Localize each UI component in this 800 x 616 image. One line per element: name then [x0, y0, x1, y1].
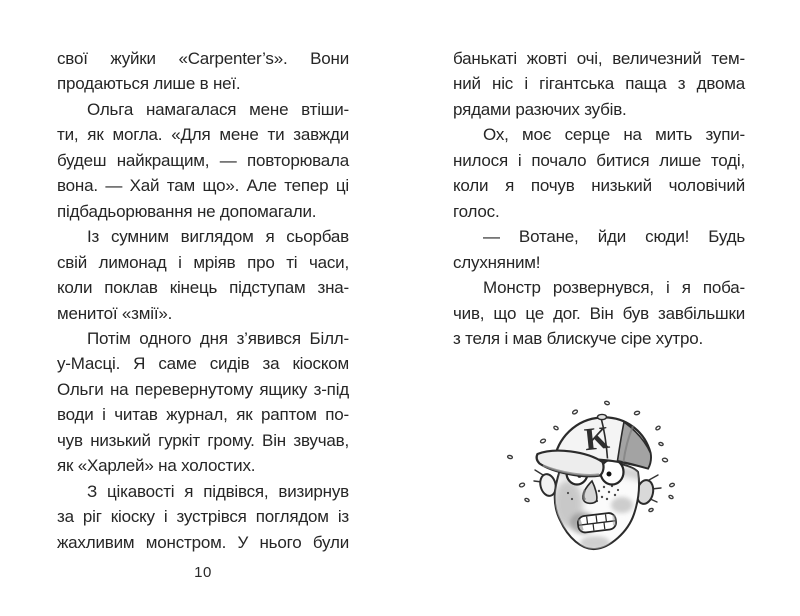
text-line: чив, що це дог. Він був завбільшки [453, 303, 745, 323]
right-page-text-column [453, 46, 745, 351]
text-line: менитої «змії». [57, 303, 173, 323]
cap-letter: K [582, 418, 612, 458]
text-line: як «Харлей» на холостих. [57, 456, 256, 476]
text-line: слухняним! [453, 252, 541, 272]
text-line: ний ніс і гігантська паща з двома [453, 74, 745, 94]
text-line: Потім одного дня з’явився Білл- [87, 328, 349, 348]
page-number: 10 [194, 564, 212, 581]
text-line: будеш найкращим, — повторювала [57, 150, 349, 170]
baseball-cap [537, 414, 651, 476]
text-line: продаються лише в неї. [57, 74, 241, 94]
text-line: Ольги на перевернутому ящику з-під [57, 379, 349, 399]
text-line: з теля і мав блискуче сіре хутро. [453, 328, 704, 348]
gritted-teeth-mouth [577, 512, 617, 533]
text-line: голос. [453, 201, 500, 221]
text-line: нилося і почало битися лише тоді, [453, 150, 745, 170]
text-line: — Вотане, йди сюди! Будь [483, 227, 745, 247]
text-line: Ох, моє серце на мить зупи- [483, 125, 745, 145]
text-line: З цікавості я підвівся, визирнув [87, 481, 349, 501]
text-line: коли я почув низький чоловічий [453, 176, 745, 196]
text-line: Ольга намагалася мене втіши- [87, 99, 349, 119]
text-line: води і читав журнал, як раптом по- [57, 405, 349, 425]
text-line: рядами разючих зубів. [453, 99, 627, 119]
text-line: Монстр розвернувся, і я поба- [483, 278, 745, 298]
scared-boy-face-illustration [498, 392, 698, 577]
text-line: вона. — Хай там що». Але тепер ці [57, 176, 349, 196]
text-line: за ріг кіоску і зустрівся поглядом із [57, 507, 349, 527]
left-page-text-column [57, 46, 349, 555]
text-line: свої жуйки «Carpenter’s». Вони [57, 49, 349, 68]
text-line: банькаті жовті очі, величезний тем- [453, 49, 745, 68]
text-line: чув низький гуркіт грому. Він звучав, [57, 430, 349, 450]
text-line: Із сумним виглядом я сьорбав [87, 227, 349, 247]
text-line: ти, як могла. «Для мене ти завжди [57, 125, 349, 145]
text-line: жахливим монстром. У нього були [57, 532, 349, 552]
text-line: у-Масці. Я саме сидів за кіоском [57, 354, 349, 374]
text-line: коли поклав кінець підступам зна- [57, 278, 349, 298]
text-line: підбадьорювання не допомагали. [57, 201, 317, 221]
text-line: свій лимонад і мріяв про ті часи, [57, 252, 349, 272]
